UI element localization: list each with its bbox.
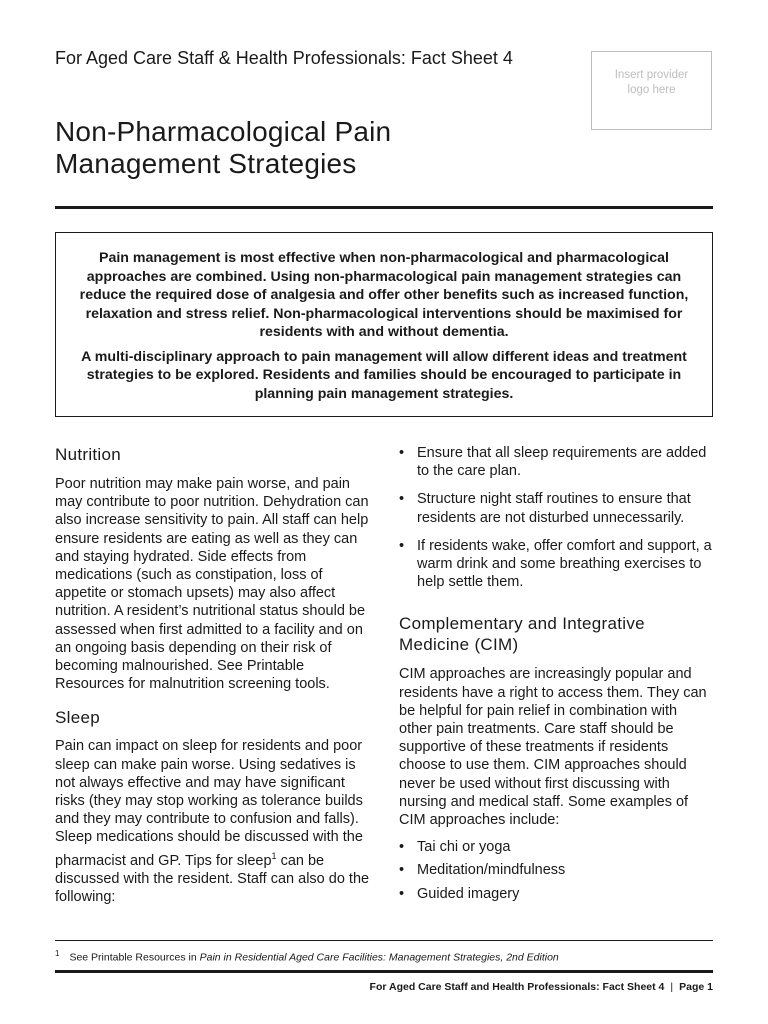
logo-placeholder [591, 51, 712, 130]
intro-paragraph-1: Pain management is most effective when non-pharmacological and pharmacological approaches are combined. Using non-pharmacological pain management strategies can reduce the required dose of analgesia and offer other benefits such as increased function, relaxation and stress relief. Non-pharmacological interventions should be maximised for residents with and without dementia. [79, 250, 689, 340]
footnote-divider [55, 940, 713, 941]
bullet-icon: • [399, 445, 405, 461]
title-line-2: Management Strategies [55, 147, 357, 179]
bullet-icon: • [399, 862, 405, 879]
footnote [55, 949, 559, 964]
bullet-icon: • [399, 839, 405, 856]
intro-callout-box [55, 232, 713, 417]
logo-placeholder-line-2: logo here [627, 84, 676, 96]
document-kicker: For Aged Care Staff & Health Professionals: Fact Sheet 4 [55, 48, 513, 68]
page-number: Page 1 [679, 981, 713, 993]
list-item: • Ensure that all sleep requirements are added to the care plan. [399, 445, 707, 480]
list-item: • Tai chi or yoga [399, 839, 511, 856]
nutrition-heading: Nutrition [55, 445, 122, 464]
right-column [399, 444, 713, 903]
footnote-prefix: See Printable Resources in [69, 951, 200, 964]
list-item: • Guided imagery [399, 885, 520, 902]
list-item: • If residents wake, offer comfort and support, a warm drink and some breathing exercises to help settle them. [399, 537, 712, 591]
list-item: • Meditation/mindfulness [399, 862, 566, 879]
sleep-body-part-1: Pain can impact on sleep for residents and poor sleep can make pain worse. Using sedatives is not always effective and may have significant risks (they may stop working as tolerance builds and they may contribute to confusion and falls). Sleep medications should be discussed with the pharmacist and GP. Tips for sleep [55, 738, 363, 869]
footnote-title: Pain in Residential Aged Care Facilities: Management Strategies, 2nd Edition [199, 951, 559, 964]
sleep-body [55, 737, 373, 906]
bullet-icon: • [399, 537, 405, 554]
sleep-bullet-list [399, 444, 713, 591]
header-divider [55, 206, 713, 209]
sleep-body-part-2: can be discussed with the resident. Staff can also do the following: [55, 852, 370, 905]
cim-heading-line-1: Complementary and Integrative [399, 614, 645, 634]
left-column [55, 444, 373, 906]
footer-separator: | [670, 981, 674, 993]
cim-heading [399, 613, 713, 655]
title-line-1: Non-Pharmacological Pain [55, 115, 392, 147]
page-title [55, 116, 391, 180]
sleep-heading: Sleep [55, 708, 100, 728]
footer-label: For Aged Care Staff and Health Professionals: Fact Sheet 4 [369, 981, 665, 993]
footnote-number: 1 [55, 949, 60, 958]
bullet-icon: • [399, 491, 405, 508]
cim-bullet-list [399, 838, 713, 903]
footer-divider [55, 970, 713, 973]
nutrition-body: Poor nutrition may make pain worse, and pain may contribute to poor nutrition. Dehydration can also increase sensitivity to pain. All staff can help ensure residents are eating as well as they can and staying hydrated. Side effects from medications (such as constipation, loss of appetite or stomach upsets) may also affect nutrition. A resident’s nutritional status should be assessed when first admitted to a facility and on an ongoing basis depending on their risk of becoming malnourished. See Printable Resources for malnutrition screening tools. [55, 476, 369, 693]
intro-paragraph-2: A multi-disciplinary approach to pain management will allow different ideas and treatment strategies to be explored. Residents and families should be encouraged to participate in planning pain management strategies. [81, 348, 687, 402]
bullet-icon: • [399, 885, 405, 902]
cim-heading-line-2: Medicine (CIM) [399, 635, 519, 655]
cim-body: CIM approaches are increasingly popular and residents have a right to access them. They can be helpful for pain relief in combination with other pain treatments. Care staff should be supportive of these treatments if residents choose to use them. CIM approaches should never be used without first discussing with nursing and medical staff. Some examples of CIM approaches include: [399, 666, 707, 829]
logo-placeholder-line-1: Insert provider [614, 69, 689, 81]
footnote-reference: 1 [271, 850, 277, 861]
page-footer [370, 981, 713, 993]
list-item: • Structure night staff routines to ensure that residents are not disturbed unnecessarily. [399, 491, 691, 526]
